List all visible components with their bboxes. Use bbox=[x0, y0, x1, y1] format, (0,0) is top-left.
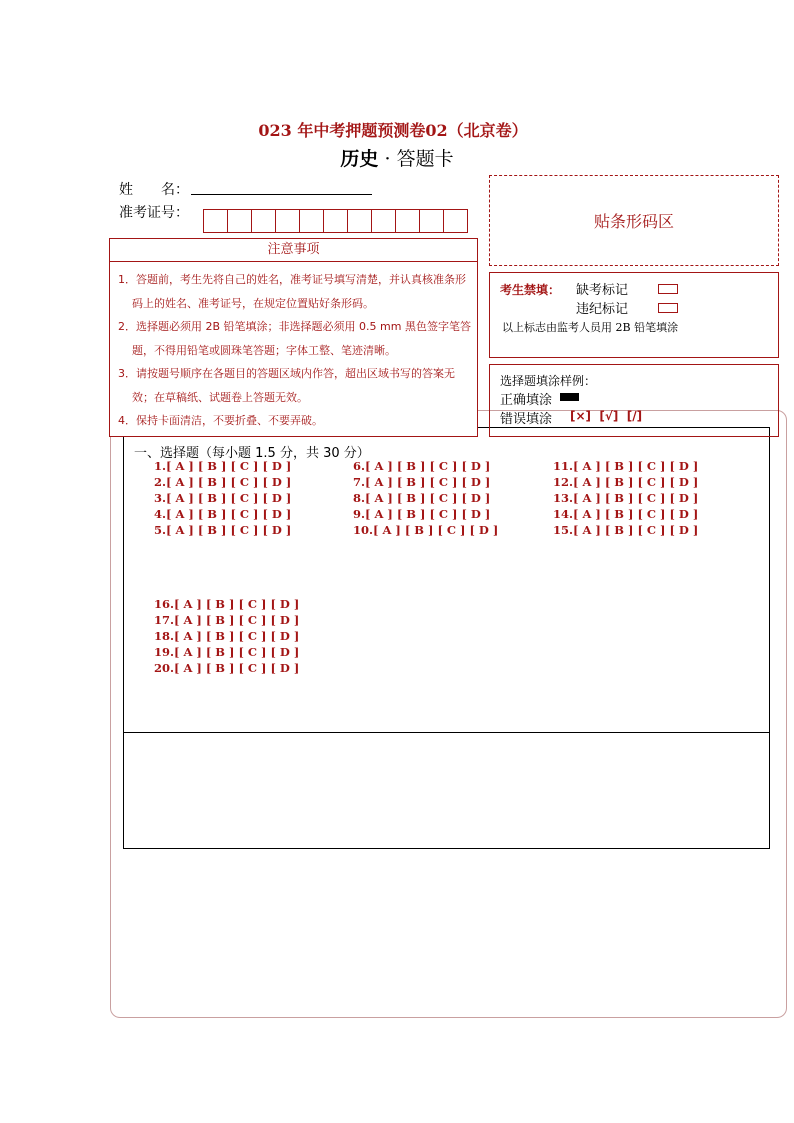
choice-question-row[interactable] bbox=[154, 613, 299, 627]
choice-question-row[interactable] bbox=[154, 507, 291, 521]
choice-question-row[interactable] bbox=[553, 491, 698, 505]
choice-question-row[interactable] bbox=[353, 507, 490, 521]
id-digit-box[interactable] bbox=[396, 210, 420, 232]
notice-item: 1．答题前，考生先将自己的姓名，准考证号填写清楚，并认真核准条形码上的姓名、准考证号，在规定位置贴好条形码。 bbox=[118, 273, 466, 310]
id-label: 准考证号： bbox=[119, 205, 189, 221]
blank-answer-area[interactable] bbox=[123, 733, 770, 849]
choice-question-row[interactable] bbox=[154, 597, 299, 611]
fill-sample-box bbox=[489, 364, 779, 437]
answer-options[interactable]: [ A ] [ B ] [ C ] [ D ] bbox=[174, 613, 300, 627]
answer-options[interactable]: [ A ] [ B ] [ C ] [ D ] bbox=[573, 475, 699, 489]
question-number: 18. bbox=[154, 629, 175, 643]
question-number: 14. bbox=[553, 507, 574, 521]
choice-question-row[interactable] bbox=[353, 475, 490, 489]
notice-box bbox=[109, 238, 478, 437]
question-number: 17. bbox=[154, 613, 175, 627]
id-digit-box[interactable] bbox=[324, 210, 348, 232]
choice-question-row[interactable] bbox=[154, 475, 291, 489]
id-digit-box[interactable] bbox=[228, 210, 252, 232]
id-digit-box[interactable] bbox=[420, 210, 444, 232]
violation-label: 违纪标记 bbox=[576, 302, 629, 317]
notice-list bbox=[110, 262, 477, 433]
id-number-boxes[interactable] bbox=[203, 209, 468, 233]
card-label: 答题卡 bbox=[396, 148, 454, 170]
answer-options[interactable]: [ A ] [ B ] [ C ] [ D ] bbox=[573, 523, 699, 537]
question-number: 16. bbox=[154, 597, 175, 611]
id-digit-box[interactable] bbox=[204, 210, 228, 232]
notice-heading: 注意事项 bbox=[110, 239, 477, 262]
barcode-area bbox=[489, 175, 779, 266]
answer-options[interactable]: [ A ] [ B ] [ C ] [ D ] bbox=[174, 629, 300, 643]
choice-question-row[interactable] bbox=[553, 459, 698, 473]
question-number: 19. bbox=[154, 645, 175, 659]
notice-item: 4．保持卡面清洁，不要折叠、不要弄破。 bbox=[118, 414, 323, 427]
question-number: 9. bbox=[353, 507, 366, 521]
sample-title: 选择题填涂样例： bbox=[500, 374, 597, 388]
exam-title: 023 年中考押题预测卷02（北京卷） bbox=[258, 121, 528, 140]
choice-question-row[interactable] bbox=[353, 523, 498, 537]
question-number: 6. bbox=[353, 459, 366, 473]
question-number: 7. bbox=[353, 475, 366, 489]
answer-options[interactable]: [ A ] [ B ] [ C ] [ D ] bbox=[166, 475, 292, 489]
barcode-label: 贴条形码区 bbox=[593, 212, 674, 231]
forbidden-label: 考生禁填： bbox=[500, 283, 561, 297]
answer-options[interactable]: [ A ] [ B ] [ C ] [ D ] bbox=[166, 459, 292, 473]
correct-label: 正确填涂 bbox=[500, 393, 553, 408]
question-number: 4. bbox=[154, 507, 167, 521]
choice-question-row[interactable] bbox=[553, 523, 698, 537]
id-digit-box[interactable] bbox=[348, 210, 372, 232]
choice-question-row[interactable] bbox=[154, 459, 291, 473]
violation-mark-box[interactable] bbox=[658, 303, 678, 313]
choice-question-row[interactable] bbox=[154, 645, 299, 659]
answer-options[interactable]: [ A ] [ B ] [ C ] [ D ] bbox=[166, 523, 292, 537]
question-number: 2. bbox=[154, 475, 167, 489]
choice-question-row[interactable] bbox=[553, 475, 698, 489]
choice-answer-area bbox=[123, 427, 770, 733]
choice-question-row[interactable] bbox=[553, 507, 698, 521]
id-digit-box[interactable] bbox=[372, 210, 396, 232]
name-label: 姓 名： bbox=[119, 182, 189, 198]
answer-options[interactable]: [ A ] [ B ] [ C ] [ D ] bbox=[573, 507, 699, 521]
choice-question-row[interactable] bbox=[154, 661, 299, 675]
answer-options[interactable]: [ A ] [ B ] [ C ] [ D ] bbox=[166, 507, 292, 521]
choice-section-title: 一、选择题（每小题 1.5 分，共 30 分） bbox=[134, 446, 370, 461]
title-dot: · bbox=[384, 148, 391, 170]
choice-question-row[interactable] bbox=[353, 491, 490, 505]
answer-options[interactable]: [ A ] [ B ] [ C ] [ D ] bbox=[365, 507, 491, 521]
answer-options[interactable]: [ A ] [ B ] [ C ] [ D ] bbox=[365, 459, 491, 473]
answer-options[interactable]: [ A ] [ B ] [ C ] [ D ] bbox=[166, 491, 292, 505]
question-number: 12. bbox=[553, 475, 574, 489]
answer-options[interactable]: [ A ] [ B ] [ C ] [ D ] bbox=[174, 661, 300, 675]
notice-item: 3．请按题号顺序在各题目的答题区域内作答，超出区域书写的答案无效；在草稿纸、试题卷上答题无效。 bbox=[118, 367, 455, 404]
answer-options[interactable]: [ A ] [ B ] [ C ] [ D ] bbox=[573, 491, 699, 505]
absent-mark-box[interactable] bbox=[658, 284, 678, 294]
forbidden-note: 以上标志由监考人员用 2B 铅笔填涂 bbox=[502, 321, 679, 334]
question-number: 15. bbox=[553, 523, 574, 537]
id-digit-box[interactable] bbox=[252, 210, 276, 232]
choice-question-row[interactable] bbox=[154, 629, 299, 643]
correct-fill-sample bbox=[560, 393, 579, 401]
id-digit-box[interactable] bbox=[444, 210, 467, 232]
question-number: 3. bbox=[154, 491, 167, 505]
answer-options[interactable]: [ A ] [ B ] [ C ] [ D ] bbox=[174, 645, 300, 659]
choice-question-row[interactable] bbox=[353, 459, 490, 473]
choice-question-row[interactable] bbox=[154, 523, 291, 537]
wrong-marks: [×] [√] [/] bbox=[570, 409, 643, 423]
name-field[interactable] bbox=[191, 194, 372, 195]
answer-options[interactable]: [ A ] [ B ] [ C ] [ D ] bbox=[174, 597, 300, 611]
question-number: 8. bbox=[353, 491, 366, 505]
answer-options[interactable]: [ A ] [ B ] [ C ] [ D ] bbox=[365, 475, 491, 489]
answer-options[interactable]: [ A ] [ B ] [ C ] [ D ] bbox=[373, 523, 499, 537]
absent-label: 缺考标记 bbox=[576, 283, 629, 298]
subject-label: 历史 bbox=[340, 148, 379, 170]
answer-options[interactable]: [ A ] [ B ] [ C ] [ D ] bbox=[365, 491, 491, 505]
wrong-label: 错误填涂 bbox=[500, 412, 553, 427]
question-number: 13. bbox=[553, 491, 574, 505]
examiner-only-box bbox=[489, 272, 779, 358]
question-number: 20. bbox=[154, 661, 175, 675]
answer-options[interactable]: [ A ] [ B ] [ C ] [ D ] bbox=[573, 459, 699, 473]
question-number: 10. bbox=[353, 523, 374, 537]
choice-question-row[interactable] bbox=[154, 491, 291, 505]
id-digit-box[interactable] bbox=[300, 210, 324, 232]
card-title bbox=[0, 144, 794, 171]
question-number: 1. bbox=[154, 459, 167, 473]
question-number: 5. bbox=[154, 523, 167, 537]
question-number: 11. bbox=[553, 459, 574, 473]
notice-item: 2．选择题必须用 2B 铅笔填涂；非选择题必须用 0.5 mm 黑色签字笔答题，不得用铅笔或圆珠笔答题；字体工整、笔迹清晰。 bbox=[118, 320, 471, 357]
id-digit-box[interactable] bbox=[276, 210, 300, 232]
